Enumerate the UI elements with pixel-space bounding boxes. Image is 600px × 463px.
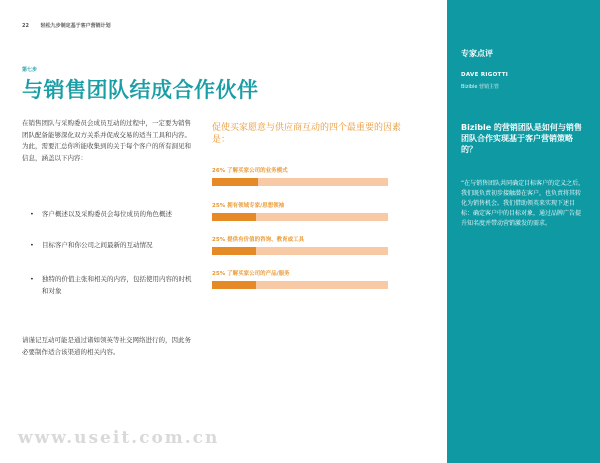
bar (212, 247, 256, 255)
bar-category-label: 了解买家公司的业务模式 (227, 168, 288, 174)
bar (212, 281, 256, 289)
bar-track (212, 247, 388, 255)
bar-label (212, 201, 284, 209)
running-title: 轻松九步制定基于客户营销计划 (40, 23, 111, 29)
chart-title: 促使买家愿意与供应商互动的四个最重要的因素是： (212, 123, 402, 145)
page-number: 22 (22, 23, 29, 29)
bar (212, 178, 258, 186)
watermark: www.useit.com.cn (18, 428, 220, 448)
bar-track (212, 213, 388, 221)
bar-value-label: 25% (212, 237, 226, 243)
expert-role: Bizible 营销主管 (461, 84, 500, 90)
bar-value-label: 26% (212, 168, 226, 174)
step-label: 第七步 (22, 67, 38, 73)
page-header (22, 22, 111, 29)
bar-track (212, 178, 388, 186)
bar-track (212, 281, 388, 289)
bar-label (212, 269, 290, 277)
bullet-item: • 目标客户和你公司之间最新的互动情况 (30, 240, 196, 274)
bullet-item: • 独特的价值主张和相关的内容，包括使用内容的时机和对象 (30, 274, 196, 297)
bar-value-label: 25% (212, 271, 226, 277)
bullet-list (30, 209, 196, 297)
intro-paragraph: 在销售团队与采购委员会成员互动的过程中，一定要为销售团队配备能够深化双方关系并促成交易的适当工具和内容。为此，需要汇总你所能收集到的关于每个客户的所有洞见和信息，涵盖以下内容： (22, 119, 191, 162)
bar-category-label: 了解买家公司的产品/服务 (227, 271, 290, 277)
expert-quote: “在与销售团队共同确定目标客户的定义之后，我们既负责初步接触潜在客户，也负责将其转化为销售机会。我们借助领英来实现下述目标：确定客户中的目标对象，通过品牌广告提升知名度并带动营销激发的需求。 (461, 180, 585, 227)
bar-value-label: 25% (212, 203, 226, 209)
closing-paragraph: 请谨记互动可能是通过诸如领英等社交网络进行的，因此务必要制作适合该渠道的相关内容。 (22, 336, 191, 356)
sidebar-question: Bizible 的营销团队是如何与销售团队合作实现基于客户营销策略的？ (461, 123, 582, 154)
bar-label (212, 166, 288, 174)
bullet-item: • 客户概述以及采购委员会每位成员的角色概述 (30, 209, 196, 240)
bar-category-label: 拥有领域专家/思想领袖 (227, 203, 285, 209)
bar-category-label: 提供有价值的咨询、教育或工具 (227, 237, 305, 243)
page-title: 与销售团队结成合作伙伴 (22, 78, 259, 102)
expert-name: DAVE RIGOTTI (461, 72, 509, 78)
sidebar-heading: 专家点评 (461, 49, 493, 58)
bar-label (212, 235, 304, 243)
bar (212, 213, 256, 221)
expert-sidebar (447, 0, 600, 463)
